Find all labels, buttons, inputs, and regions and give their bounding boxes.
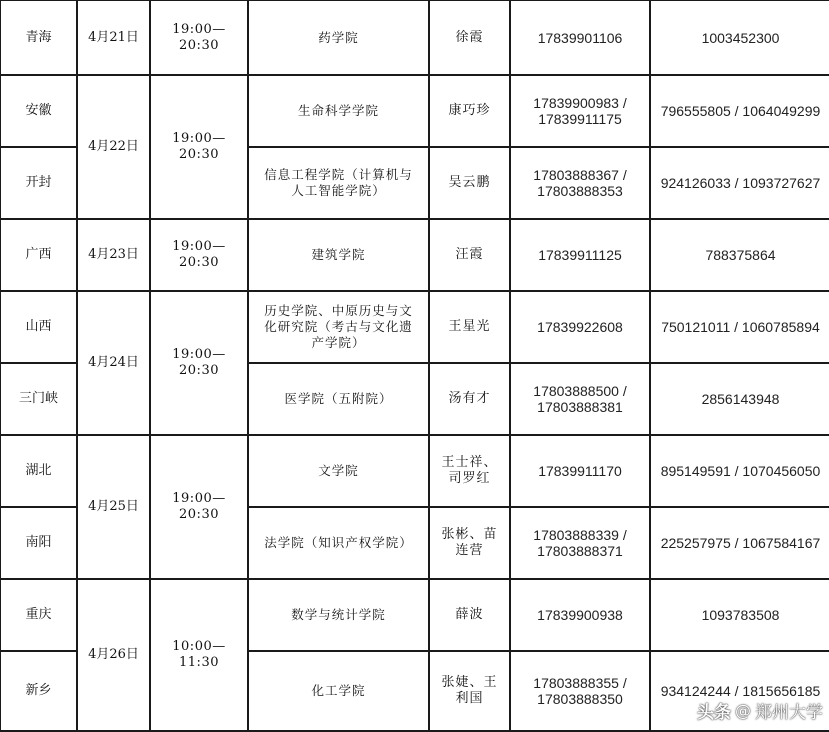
- contact-cell: [429, 75, 510, 147]
- phone-line: 17803888381: [537, 399, 623, 415]
- college-cell: [248, 651, 429, 731]
- contact-cell: [429, 219, 510, 291]
- contact-cell: [429, 435, 510, 507]
- region-cell: 广西: [0, 219, 77, 291]
- contact-line: 连营: [455, 543, 484, 558]
- contact-line: 王星光: [448, 319, 491, 334]
- table-row: [0, 291, 829, 363]
- contact-cell: [429, 291, 510, 363]
- region-cell: 新乡: [0, 651, 77, 731]
- college-cell: [248, 219, 429, 291]
- contact-cell: [429, 651, 510, 731]
- contact-line: 汪霞: [455, 247, 484, 262]
- college-line: 化研究院（考古与文化遗: [264, 319, 413, 334]
- phone-cell: [510, 363, 650, 435]
- phone-line: 17803888339 /: [533, 527, 627, 543]
- college-line: 人工智能学院）: [291, 183, 386, 198]
- college-line: 法学院（知识产权学院）: [264, 535, 413, 550]
- qq-cell: 225257975 / 1067584167: [650, 507, 829, 579]
- phone-cell: [510, 435, 650, 507]
- source-watermark: [697, 698, 823, 723]
- contact-line: 张婕、王: [441, 675, 498, 690]
- contact-line: 汤有才: [448, 391, 491, 406]
- date-cell: 4月25日: [77, 435, 150, 579]
- phone-line: 17803888355 /: [533, 675, 627, 691]
- qq-cell: 895149591 / 1070456050: [650, 435, 829, 507]
- region-cell: 青海: [0, 0, 77, 75]
- contact-line: 司罗红: [448, 471, 491, 486]
- contact-line: 康巧珍: [448, 103, 491, 118]
- region-cell: 南阳: [0, 507, 77, 579]
- college-line: 建筑学院: [311, 247, 366, 262]
- phone-line: 17839901106: [537, 29, 623, 46]
- qq-cell: 796555805 / 1064049299: [650, 75, 829, 147]
- college-line: 历史学院、中原历史与文: [264, 303, 413, 318]
- contact-line: 王士祥、: [441, 455, 498, 470]
- qq-cell: 750121011 / 1060785894: [650, 291, 829, 363]
- college-cell: [248, 435, 429, 507]
- region-cell: 湖北: [0, 435, 77, 507]
- table-row: [0, 435, 829, 507]
- contact-line: 利国: [455, 691, 484, 706]
- contact-cell: [429, 579, 510, 651]
- region-cell: 重庆: [0, 579, 77, 651]
- college-cell: [248, 147, 429, 219]
- contact-line: 张彬、苗: [441, 527, 498, 542]
- phone-cell: [510, 75, 650, 147]
- phone-line: 17839911125: [538, 247, 622, 263]
- watermark-account: 郑州大学: [755, 703, 823, 723]
- date-cell: 4月23日: [77, 219, 150, 291]
- phone-cell: [510, 0, 650, 75]
- time-cell: 19:00—20:30: [150, 75, 248, 219]
- phone-line: 17803888371: [537, 543, 623, 559]
- time-cell: 10:00—11:30: [150, 579, 248, 731]
- region-cell: 开封: [0, 147, 77, 219]
- time-cell: 19:00—20:30: [150, 0, 248, 75]
- qq-cell: 924126033 / 1093727627: [650, 147, 829, 219]
- contact-line: 薛波: [455, 607, 484, 622]
- college-cell: [248, 579, 429, 651]
- contact-cell: [429, 0, 510, 75]
- phone-line: 17839900983 /: [533, 95, 627, 111]
- college-line: 产学院）: [311, 335, 366, 350]
- time-cell: 19:00—20:30: [150, 219, 248, 291]
- college-line: 信息工程学院（计算机与: [264, 167, 413, 182]
- table-row: [0, 75, 829, 147]
- date-cell: 4月24日: [77, 291, 150, 435]
- phone-line: 17803888353: [537, 183, 623, 199]
- phone-cell: [510, 291, 650, 363]
- qq-cell: 1003452300: [650, 0, 829, 75]
- date-cell: 4月21日: [77, 0, 150, 75]
- region-cell: 安徽: [0, 75, 77, 147]
- contact-cell: [429, 507, 510, 579]
- region-cell: 三门峡: [0, 363, 77, 435]
- college-cell: [248, 291, 429, 363]
- table-row: [0, 0, 829, 75]
- college-cell: [248, 0, 429, 75]
- phone-line: 17839922608: [537, 319, 623, 335]
- contact-cell: [429, 147, 510, 219]
- college-line: 数学与统计学院: [291, 607, 386, 622]
- watermark-source: 头条: [697, 703, 731, 723]
- contact-cell: [429, 363, 510, 435]
- time-cell: 19:00—20:30: [150, 291, 248, 435]
- college-cell: [248, 363, 429, 435]
- contact-line: 徐霞: [455, 29, 484, 45]
- qq-cell: 2856143948: [650, 363, 829, 435]
- phone-line: 17839900938: [537, 607, 623, 623]
- college-line: 生命科学学院: [297, 103, 379, 118]
- contact-line: 吴云鹏: [448, 175, 491, 190]
- phone-line: 17803888350: [537, 691, 623, 707]
- table-row: [0, 219, 829, 291]
- qq-cell: 1093783508: [650, 579, 829, 651]
- qq-cell: 788375864: [650, 219, 829, 291]
- date-cell: 4月22日: [77, 75, 150, 219]
- college-cell: [248, 507, 429, 579]
- qq-cell: 934124244 / 1815656185: [650, 651, 829, 731]
- college-line: 文学院: [318, 463, 359, 478]
- watermark-at: @: [735, 701, 751, 720]
- phone-cell: [510, 147, 650, 219]
- phone-line: 17803888367 /: [533, 167, 627, 183]
- college-line: 药学院: [318, 29, 359, 45]
- phone-line: 17803888500 /: [533, 383, 627, 399]
- phone-cell: [510, 507, 650, 579]
- date-cell: 4月26日: [77, 579, 150, 731]
- college-cell: [248, 75, 429, 147]
- table-row: [0, 579, 829, 651]
- phone-cell: [510, 219, 650, 291]
- phone-cell: [510, 579, 650, 651]
- phone-line: 17839911175: [538, 111, 622, 127]
- phone-line: 17839911170: [538, 463, 622, 479]
- time-cell: 19:00—20:30: [150, 435, 248, 579]
- college-line: 化工学院: [311, 683, 366, 698]
- region-cell: 山西: [0, 291, 77, 363]
- college-line: 医学院（五附院）: [284, 391, 393, 406]
- phone-cell: [510, 651, 650, 731]
